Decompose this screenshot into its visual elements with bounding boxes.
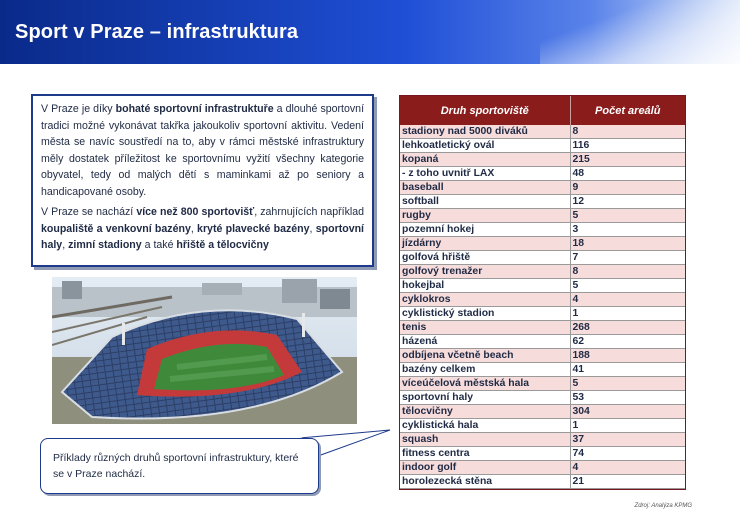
facility-type-cell: - z toho uvnitř LAX <box>400 167 570 181</box>
facility-type-cell: indoor golf <box>400 461 570 475</box>
body-text: , <box>190 222 198 235</box>
emphasis-text: více než 800 sportovišť <box>136 206 255 218</box>
emphasis-text: koupaliště a venkovní bazény <box>41 222 191 235</box>
column-header-type: Druh sportoviště <box>400 96 570 125</box>
table-row <box>400 335 685 349</box>
facility-count-cell: 37 <box>570 433 685 447</box>
facility-count-cell: 5 <box>570 377 685 391</box>
facility-type-cell: golfový trenažer <box>400 265 570 279</box>
facility-count-cell: 74 <box>570 447 685 461</box>
facility-type-cell: tělocvičny <box>400 405 570 419</box>
callout-box <box>40 438 319 494</box>
facility-count-cell: 304 <box>570 405 685 419</box>
facility-type-cell: odbíjena včetně beach <box>400 349 570 363</box>
facility-count-cell: 188 <box>570 349 685 363</box>
facility-count-cell: 41 <box>570 363 685 377</box>
header-shine <box>540 0 740 64</box>
facility-type-cell: softball <box>400 195 570 209</box>
table-row <box>400 167 685 181</box>
facility-count-cell: 8 <box>570 265 685 279</box>
facility-count-cell: 215 <box>570 153 685 167</box>
facility-type-cell: stadiony nad 5000 diváků <box>400 125 570 139</box>
facility-count-cell: 5 <box>570 209 685 223</box>
body-text: V Praze se nachází <box>41 206 137 218</box>
facility-count-cell: 5 <box>570 279 685 293</box>
stadium-photo <box>52 277 357 424</box>
table-row <box>400 279 685 293</box>
table-row <box>400 307 685 321</box>
facility-type-cell: cyklistický stadion <box>400 307 570 321</box>
table-row <box>400 209 685 223</box>
body-text: , <box>309 222 316 235</box>
table-row <box>400 195 685 209</box>
emphasis-text: zimní stadiony <box>68 239 142 251</box>
body-text: , <box>62 239 69 251</box>
facility-count-cell: 1 <box>570 307 685 321</box>
table-row <box>400 475 685 489</box>
column-header-count: Počet areálů <box>570 96 685 125</box>
table-row <box>400 251 685 265</box>
facility-type-cell: squash <box>400 433 570 447</box>
facility-type-cell: jízdárny <box>400 237 570 251</box>
intro-paragraph-1 <box>41 101 364 200</box>
facility-type-cell: házená <box>400 335 570 349</box>
table-row <box>400 377 685 391</box>
table-row <box>400 391 685 405</box>
table-row <box>400 461 685 475</box>
facility-count-cell: 12 <box>570 195 685 209</box>
header-banner <box>0 0 740 64</box>
facility-type-cell: hokejbal <box>400 279 570 293</box>
facility-type-cell: golfová hřiště <box>400 251 570 265</box>
facility-count-cell: 4 <box>570 293 685 307</box>
table-row <box>400 447 685 461</box>
facility-type-cell: cyklokros <box>400 293 570 307</box>
table-row <box>400 349 685 363</box>
table-header-row <box>400 96 685 125</box>
facility-count-cell: 116 <box>570 139 685 153</box>
callout-text: Příklady různých druhů sportovní infrastruktury, které se v Praze nachází. <box>53 452 299 480</box>
body-text: , zahrnujících například <box>254 206 365 218</box>
facility-count-cell: 8 <box>570 125 685 139</box>
facility-type-cell: pozemní hokej <box>400 223 570 237</box>
facility-count-cell: 4 <box>570 461 685 475</box>
page-title: Sport v Praze – infrastruktura <box>15 21 299 43</box>
emphasis-text: sportovní haly <box>41 222 364 251</box>
table-row <box>400 363 685 377</box>
stadium-illustration <box>52 277 357 424</box>
emphasis-text: kryté plavecké bazény <box>197 222 310 235</box>
facility-count-cell: 62 <box>570 335 685 349</box>
table-row <box>400 223 685 237</box>
body-text: a také <box>141 239 177 251</box>
table-row <box>400 153 685 167</box>
table-row <box>400 405 685 419</box>
emphasis-text: hřiště a tělocvičny <box>176 239 269 251</box>
facility-count-cell: 48 <box>570 167 685 181</box>
intro-paragraph-2 <box>41 204 364 254</box>
table-row <box>400 265 685 279</box>
body-text: a dlouhé sportovní tradici možné vykonávat takřka jakoukoliv sportovní aktivitu. Vedení města se navíc soustředí na to, aby v rámci městské infrastruktury měly dostatek příležitost ke sportovnímu vyžití všechny kategorie obyvatel, tedy od malých dětí s maminkami až po seniory a handicapované osoby. <box>41 103 365 198</box>
facilities-table <box>399 95 686 490</box>
table-row <box>400 237 685 251</box>
facility-type-cell: baseball <box>400 181 570 195</box>
table-row <box>400 433 685 447</box>
emphasis-text: bohaté sportovní infrastruktuře <box>115 103 274 115</box>
intro-textbox <box>31 94 374 267</box>
facility-type-cell: kopaná <box>400 153 570 167</box>
facility-count-cell: 1 <box>570 419 685 433</box>
facility-count-cell: 3 <box>570 223 685 237</box>
facility-type-cell: fitness centra <box>400 447 570 461</box>
facility-count-cell: 53 <box>570 391 685 405</box>
facility-type-cell: bazény celkem <box>400 363 570 377</box>
facility-count-cell: 21 <box>570 475 685 489</box>
facility-type-cell: víceúčelová městská hala <box>400 377 570 391</box>
facility-type-cell: cyklistická hala <box>400 419 570 433</box>
table-row <box>400 293 685 307</box>
table-row <box>400 139 685 153</box>
body-text: V Praze je díky <box>41 103 116 115</box>
facility-type-cell: sportovní haly <box>400 391 570 405</box>
facility-type-cell: tenis <box>400 321 570 335</box>
facility-type-cell: rugby <box>400 209 570 223</box>
facility-type-cell: horolezecká stěna <box>400 475 570 489</box>
table-row <box>400 321 685 335</box>
source-note: Zdroj: Analýza KPMG <box>634 503 692 509</box>
facility-count-cell: 268 <box>570 321 685 335</box>
table-row <box>400 419 685 433</box>
facility-count-cell: 9 <box>570 181 685 195</box>
table-row <box>400 181 685 195</box>
table-row <box>400 125 685 139</box>
facility-count-cell: 7 <box>570 251 685 265</box>
facility-count-cell: 18 <box>570 237 685 251</box>
facility-type-cell: lehkoatletický ovál <box>400 139 570 153</box>
